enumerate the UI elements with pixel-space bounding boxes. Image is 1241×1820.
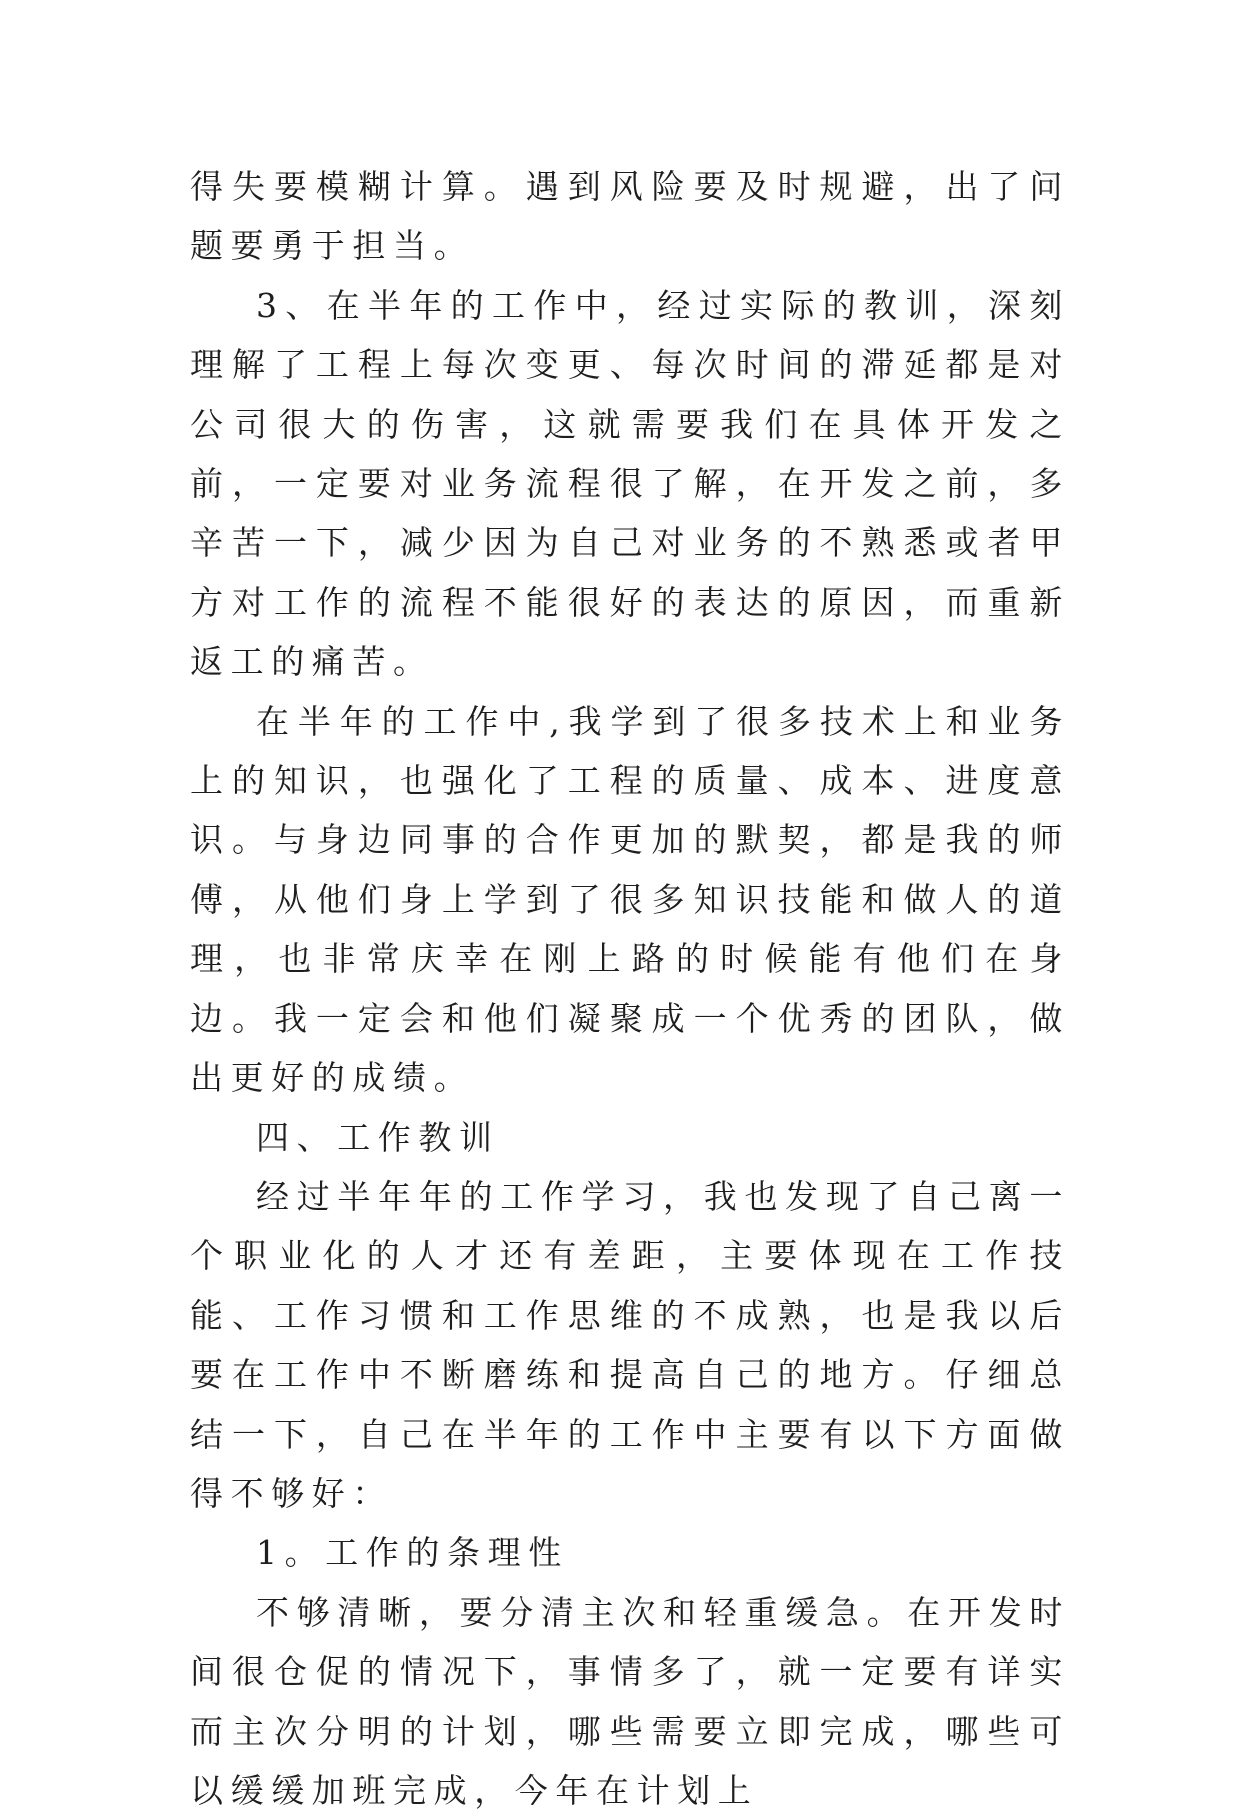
section-heading: 四、工作教训: [256, 1117, 500, 1157]
paragraph-item-1-body: 不够清晰，要分清主次和轻重缓急。在开发时间很仓促的情况下，事情多了，就一定要有详实而主次分明的计划，哪些需要立即完成，哪些可以缓缓加班完成，今年在计划上: [190, 1592, 1070, 1810]
paragraph-item-3: 3、在半年的工作中，经过实际的教训，深刻理解了工程上每次变更、每次时间的滞延都是对公司很大的伤害，这就需要我们在具体开发之前，一定要对业务流程很了解，在开发之前，多辛苦一下，减少因为自己对业务的不熟悉或者甲方对工作的流程不能很好的表达的原因，而重新返工的痛苦。: [190, 285, 1070, 682]
document-body: [190, 157, 1070, 1820]
paragraph-summary: 在半年的工作中,我学到了很多技术上和业务上的知识，也强化了工程的质量、成本、进度意识。与身边同事的合作更加的默契，都是我的师傅，从他们身上学到了很多知识技能和做人的道理，也非常庆幸在刚上路的时候能有他们在身边。我一定会和他们凝聚成一个优秀的团队，做出更好的成绩。: [190, 701, 1070, 1098]
paragraph-intro: 经过半年年的工作学习，我也发现了自己离一个职业化的人才还有差距，主要体现在工作技能、工作习惯和工作思维的不成熟，也是我以后要在工作中不断磨练和提高自己的地方。仔细总结一下，自己在半年的工作中主要有以下方面做得不够好：: [190, 1176, 1070, 1513]
subheading-item-1: 1。工作的条理性: [256, 1533, 569, 1573]
paragraph-continuation: 得失要模糊计算。遇到风险要及时规避，出了问题要勇于担当。: [190, 167, 1070, 266]
